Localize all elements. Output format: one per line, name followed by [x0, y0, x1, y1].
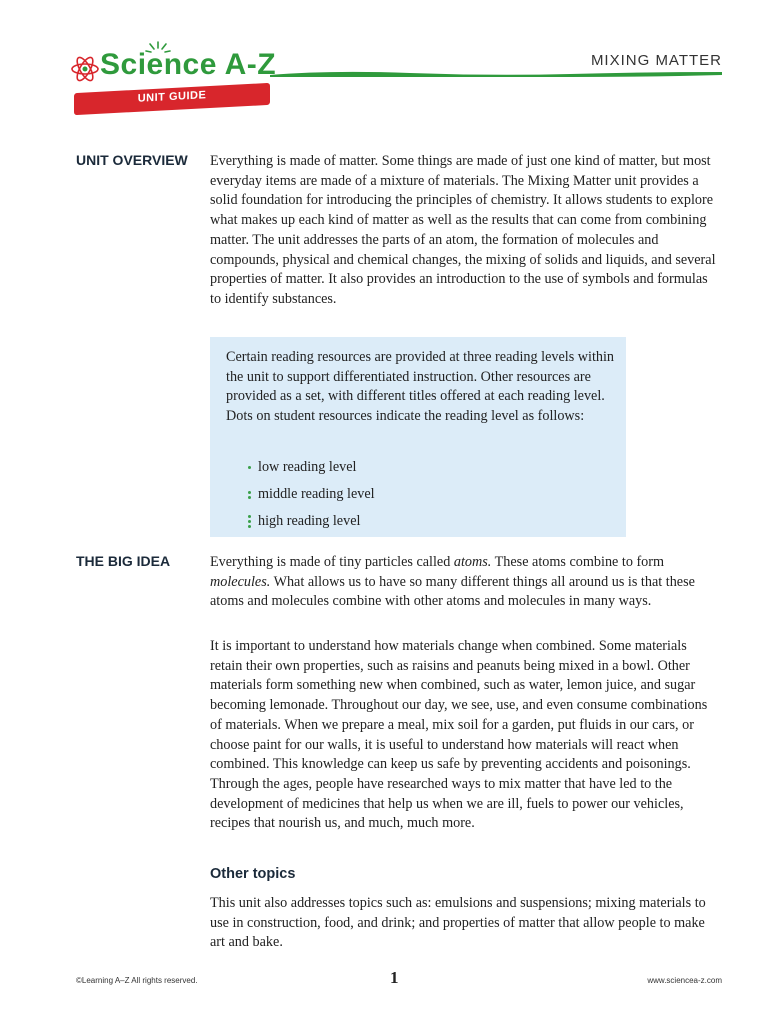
term-molecules: molecules.: [210, 573, 271, 590]
logo-banner: [74, 83, 270, 115]
reading-level-label: middle reading level: [258, 486, 375, 502]
atom-icon: [70, 54, 100, 84]
reading-level-label: high reading level: [258, 513, 361, 529]
one-dot-icon: [240, 465, 258, 470]
big-idea-paragraph-1: Everything is made of tiny particles called atoms. These atoms combine to form molecules. What allows us to have so many different things all around us is that these atoms and molecules combine with other atoms and molecules in many ways.: [210, 554, 695, 610]
callout-text: Certain reading resources are provided at three reading levels within the unit to support differentiated instruction. Other resources are provided as a set, with different titles offered at each reading level. Dots on student resources indicate the reading level as follows:: [226, 349, 615, 425]
unit-overview-paragraph: Everything is made of matter. Some things are made of just one kind of matter, but most everyday items are made of a mixture of materials. The Mixing Matter unit provides a solid foundation for introducing the principles of chemistry. It allows students to explore what makes up each kind of matter as well as the results that can come from combining matter. The unit addresses the parts of an atom, the formation of molecules and compounds, physical and chemical changes, the mixing of solids and liquids, and several properties of matter. It also provides an introduction to the use of symbols and formulas to identify substances.: [210, 153, 716, 307]
term-atoms: atoms.: [453, 554, 492, 570]
logo-wordmark: Science A-Z: [100, 48, 277, 81]
footer-copyright: ©Learning A–Z All rights reserved.: [76, 976, 198, 985]
reading-level-list: [240, 454, 375, 535]
science-az-logo: [70, 40, 280, 116]
header-brush-rule: [270, 68, 722, 80]
reading-level-item: [240, 454, 375, 481]
big-idea-heading: THE BIG IDEA: [76, 553, 171, 569]
footer-website-link[interactable]: www.sciencea-z.com: [647, 976, 722, 985]
reading-level-item: [240, 508, 375, 535]
three-dots-icon: [240, 514, 258, 529]
reading-level-label: low reading level: [258, 459, 357, 475]
big-idea-paragraph-2: It is important to understand how materials change when combined. Some materials retain their own properties, such as raisins and peanuts being mixed in a bowl. Other materials form something new when combined, such as water, lemon juice, and sugar becoming lemonade. Throughout our day, we see, use, and even consume combinations of materials. When we prepare a meal, mix soil for a garden, put fluids in our cars, or choose paint for our walls, it is useful to understand how materials will react when combined. This knowledge can keep us safe by preventing accidents and poisonings. Through the ages, people have researched ways to mix matter that have led to the development of medicines that help us when we are ill, fuels to power our vehicles, recipes that nourish us, and much, much more.: [210, 638, 708, 832]
unit-title: MIXING MATTER: [590, 52, 722, 69]
logo-subtitle: UNIT GUIDE: [137, 89, 207, 105]
unit-overview-heading: UNIT OVERVIEW: [76, 152, 188, 168]
reading-level-item: [240, 481, 375, 508]
page-number: 1: [390, 968, 399, 987]
other-topics-paragraph: This unit also addresses topics such as: emulsions and suspensions; mixing materials to use in construction, food, and drink; and properties of matter that allow people to make art and bake.: [210, 895, 706, 951]
two-dots-icon: [240, 490, 258, 500]
other-topics-heading: Other topics: [210, 866, 296, 882]
reading-level-callout: [210, 337, 626, 537]
